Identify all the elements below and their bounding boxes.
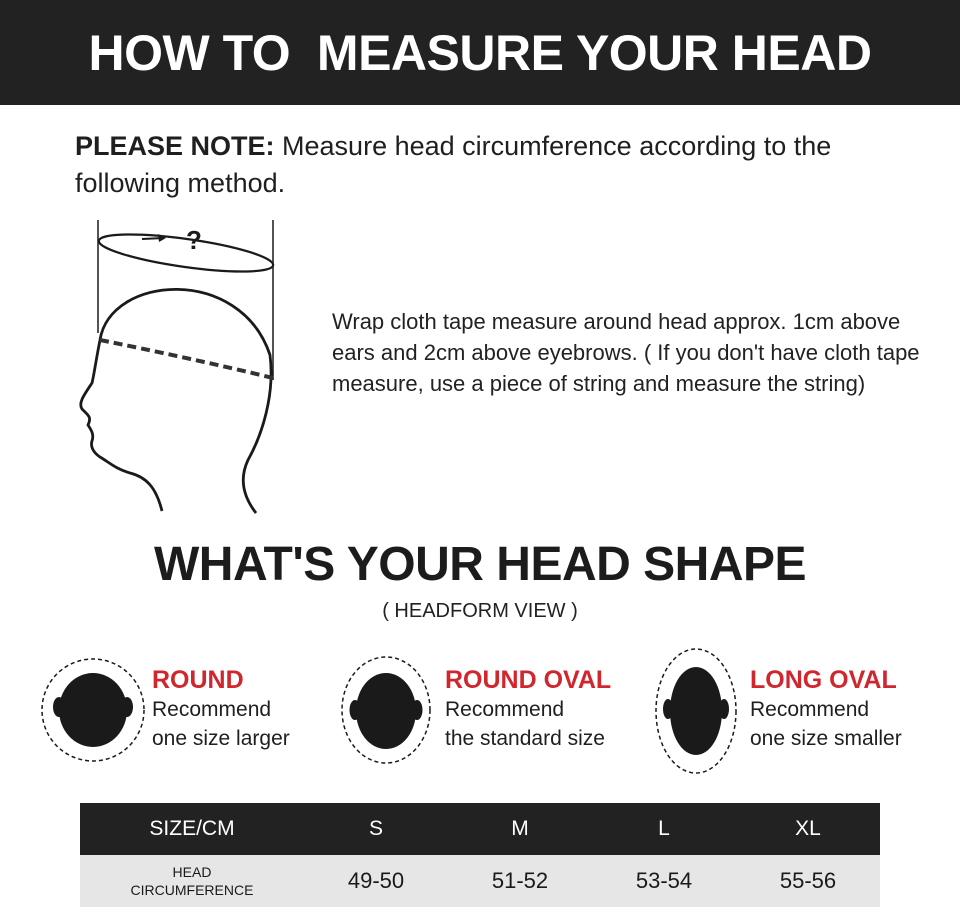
size-value-l: 53-54: [592, 855, 736, 907]
shape-section-subtitle: ( HEADFORM VIEW ): [382, 600, 578, 622]
note-text: Measure head circumference according to the following method.: [75, 131, 832, 198]
size-table-header-cell: S: [304, 803, 448, 855]
instruction-text: Wrap cloth tape measure around head approx. 1cm above ears and 2cm above eyebrows. ( If you don't have cloth tape measure, use a piece of string and measure the string): [332, 309, 920, 396]
row-label-line2: CIRCUMFERENCE: [130, 882, 254, 898]
page-header: [0, 0, 960, 105]
question-mark: ?: [186, 225, 202, 255]
shape-rec-long-oval-line2: one size smaller: [750, 727, 902, 750]
head-circumference-label: [80, 855, 304, 907]
shape-section-title: WHAT'S YOUR HEAD SHAPE: [153, 538, 807, 591]
size-value-xl: 55-56: [736, 855, 880, 907]
shape-rec-round-oval-line2: the standard size: [445, 727, 605, 750]
head-measure-illustration: [70, 215, 290, 515]
size-value-s: 49-50: [304, 855, 448, 907]
shape-card-round-oval: [340, 655, 640, 780]
shape-rec-round-oval-line1: Recommend: [445, 698, 565, 721]
size-value-m: 51-52: [448, 855, 592, 907]
table-row: [80, 855, 880, 907]
shape-name-round: ROUND: [152, 666, 244, 694]
page-title: HOW TO MEASURE YOUR HEAD: [88, 24, 872, 81]
size-table-header-cell: M: [448, 803, 592, 855]
shape-rec-round-line1: Recommend: [152, 698, 272, 721]
round-head-icon: [40, 655, 150, 765]
size-table-header-cell: L: [592, 803, 736, 855]
note-label: PLEASE NOTE:: [75, 131, 275, 161]
row-label-line1: HEAD: [172, 864, 212, 880]
size-table: [80, 803, 880, 907]
shape-name-round-oval: ROUND OVAL: [445, 666, 612, 694]
shape-card-long-oval: [652, 645, 952, 780]
round-oval-head-icon: [340, 655, 440, 775]
shape-name-long-oval: LONG OVAL: [750, 666, 897, 694]
shape-rec-round-line2: one size larger: [152, 727, 290, 750]
size-table-header-cell: XL: [736, 803, 880, 855]
shape-rec-long-oval-line1: Recommend: [750, 698, 870, 721]
note-paragraph: [75, 128, 905, 202]
size-table-header-row: [80, 803, 880, 855]
shape-card-round: [40, 655, 340, 780]
size-table-header-cell: SIZE/CM: [80, 803, 304, 855]
long-oval-head-icon: [652, 645, 748, 777]
